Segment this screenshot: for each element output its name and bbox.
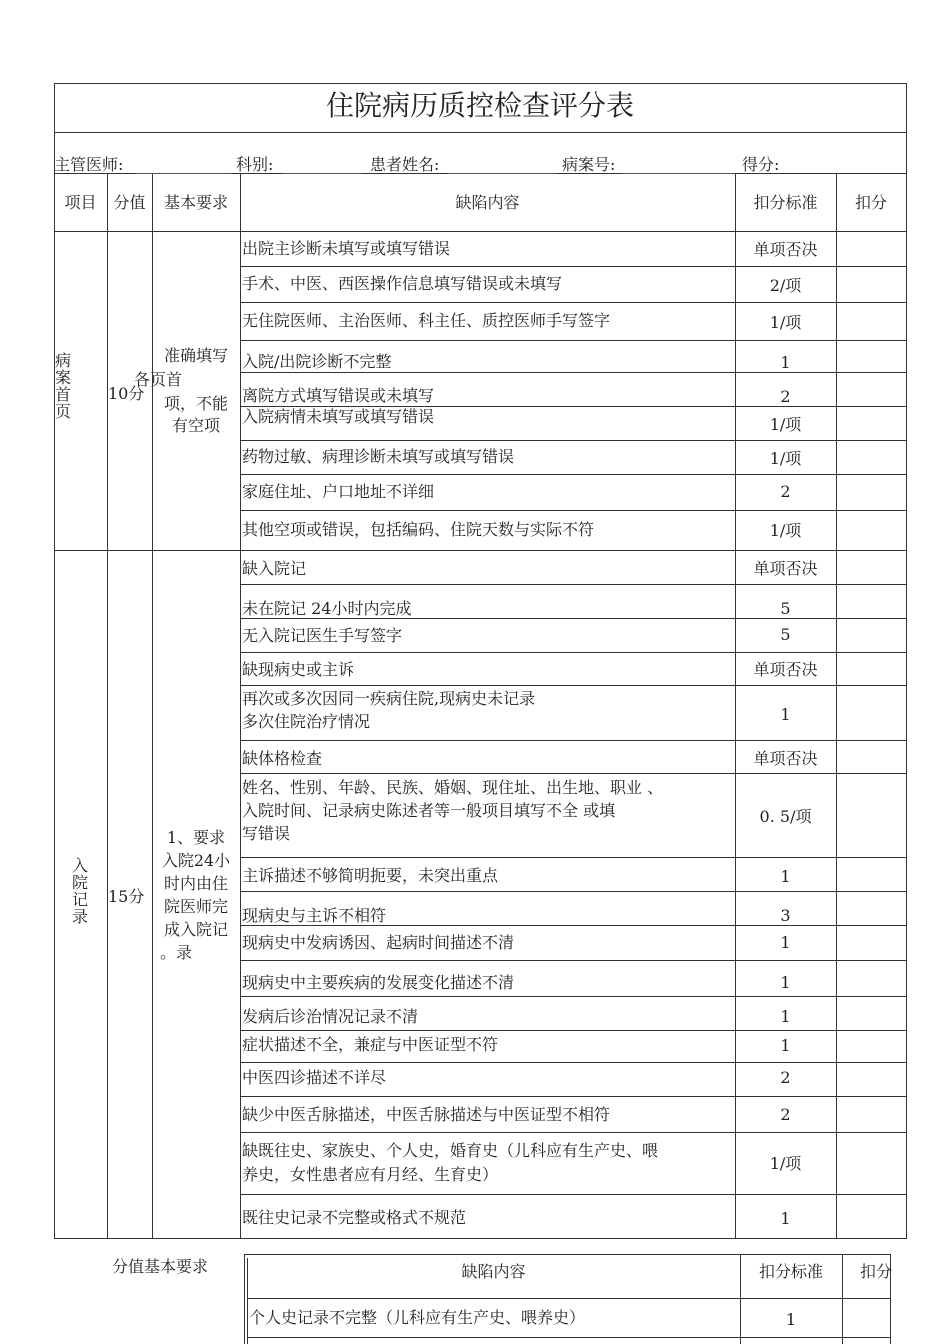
row-divider <box>240 652 906 653</box>
row-divider <box>240 440 906 441</box>
divider <box>247 1298 890 1299</box>
page2-header-standard: 扣分标准 <box>758 1262 823 1281</box>
deduct-standard: 1 <box>780 1007 791 1026</box>
defect-text: 药物过敏、病理诊断未填写或填写错误 <box>242 447 515 466</box>
header-basic: 基本要求 <box>163 193 228 212</box>
defect-text: 写错误 <box>242 824 291 843</box>
defect-text: 缺体格检查 <box>242 749 323 768</box>
deduct-standard: 5 <box>780 599 791 618</box>
deduct-standard: 5 <box>780 625 791 644</box>
deduct-standard: 1 <box>780 933 791 952</box>
defect-text: 入院时间、记录病史陈述者等一般项目填写不全 或填 <box>242 801 616 820</box>
defect-text: 缺少中医舌脉描述，中医舌脉描述与中医证型不相符 <box>242 1105 611 1124</box>
case-no-underline <box>622 173 734 174</box>
page-title: 住院病历质控检查评分表 <box>325 89 634 122</box>
defect-text: 缺现病史或主诉 <box>242 660 355 679</box>
deduct-standard: 1/项 <box>769 313 802 332</box>
deduct-standard: 1 <box>780 867 791 886</box>
dept-label: 科别: <box>236 155 274 174</box>
defect-text: 多次住院治疗情况 <box>242 712 371 731</box>
defect-text: 现病史中主要疾病的发展变化描述不清 <box>242 973 515 992</box>
defect-text: 再次或多次因同一疾病住院,现病史未记录 <box>242 689 536 708</box>
doctor-underline <box>135 173 231 174</box>
divider <box>54 550 906 551</box>
defect-text: 现病史与主诉不相符 <box>242 906 387 925</box>
row-divider <box>240 266 906 267</box>
defect-text: 手术、中医、西医操作信息填写错误或未填写 <box>242 274 563 293</box>
divider <box>244 1254 245 1344</box>
defect-text: 养史，女性患者应有月经、生育史） <box>242 1165 499 1184</box>
deduct-standard: 3 <box>780 906 791 925</box>
divider <box>842 1254 843 1344</box>
page2-points-basic: 分值基本要求 <box>112 1257 209 1276</box>
section2-points: 15分 <box>108 887 145 906</box>
section2-req: 时内由住 <box>163 874 228 893</box>
deduct-standard: 1 <box>780 353 791 372</box>
defect-text: 中医四诊描述不详尽 <box>242 1068 387 1087</box>
deduct-standard: 1/项 <box>769 1154 802 1173</box>
divider <box>906 83 907 1239</box>
section1-req: 有空项 <box>171 416 220 435</box>
deduct-standard: 1/项 <box>769 521 802 540</box>
divider <box>240 173 241 1239</box>
section1-req: 项，不能 <box>163 394 228 413</box>
divider <box>152 173 153 1239</box>
header-item: 项目 <box>64 193 97 212</box>
defect-text: 个人史记录不完整（儿科应有生产史、喂养史） <box>249 1308 586 1327</box>
deduct-standard: 1 <box>780 1209 791 1228</box>
divider <box>54 132 906 133</box>
defect-text: 姓名、性别、年龄、民族、婚姻、现住址、出生地、职业 、 <box>242 778 664 797</box>
defect-text: 缺既往史、家族史、个人史，婚育史（儿科应有生产史、喂 <box>242 1141 659 1160</box>
divider <box>107 173 108 1239</box>
deduct-standard: 1/项 <box>769 415 802 434</box>
deduct-standard: 单项否决 <box>753 660 818 679</box>
row-divider <box>240 510 906 511</box>
deduct-standard: 2 <box>780 482 791 501</box>
deduct-standard: 2/项 <box>769 276 802 295</box>
divider <box>244 1254 890 1255</box>
row-divider <box>240 857 906 858</box>
defect-text: 主诉描述不够简明扼要，未突出重点 <box>242 866 499 885</box>
deduct-standard: 1/项 <box>769 449 802 468</box>
deduct-standard: 1 <box>785 1310 797 1329</box>
row-divider <box>240 960 906 961</box>
patient-label: 患者姓名: <box>370 155 440 174</box>
divider <box>836 173 837 1239</box>
section2-req: 1、要求 <box>166 828 226 847</box>
defect-text: 缺入院记 <box>242 559 307 578</box>
defect-text: 入院/出院诊断不完整 <box>242 352 392 371</box>
deduct-standard: 1 <box>780 1036 791 1055</box>
section1-req: 各页首 <box>134 370 183 389</box>
deduct-standard: 1 <box>780 973 791 992</box>
defect-text: 现病史中发病诱因、起病时间描述不清 <box>242 933 515 952</box>
deduct-standard: 单项否决 <box>753 559 818 578</box>
header-standard: 扣分标准 <box>753 193 818 212</box>
defect-text: 家庭住址、户口地址不详细 <box>242 482 435 501</box>
defect-text: 入院病情未填写或填写错误 <box>242 407 435 426</box>
case-no-label: 病案号: <box>562 155 616 174</box>
row-divider <box>240 773 906 774</box>
patient-underline <box>448 173 556 174</box>
deduct-standard: 2 <box>780 1105 791 1124</box>
row-divider <box>240 891 906 892</box>
defect-text: 未在院记 24小时内完成 <box>242 599 412 618</box>
divider <box>247 1337 890 1338</box>
defect-text: 症状描述不全，兼症与中医证型不符 <box>242 1035 499 1054</box>
page2-header-defect: 缺陷内容 <box>461 1262 526 1281</box>
defect-text: 无入院记医生手写签字 <box>242 626 403 645</box>
row-divider <box>240 1132 906 1133</box>
defect-text: 发病后诊治情况记录不清 <box>242 1007 419 1026</box>
row-divider <box>240 1030 906 1031</box>
header-defect: 缺陷内容 <box>455 193 520 212</box>
defect-text: 无住院医师、主治医师、科主任、质控医师手写签字 <box>242 311 611 330</box>
defect-text: 其他空项或错误，包括编码、住院天数与实际不符 <box>242 520 595 539</box>
row-divider <box>240 584 906 585</box>
defect-text: 出院主诊断未填写或填写错误 <box>242 239 451 258</box>
row-divider <box>240 996 906 997</box>
score-label: 得分: <box>742 155 780 174</box>
section2-req: 院医师完 <box>163 897 228 916</box>
row-divider <box>240 474 906 475</box>
section2-name: 入院记录 <box>72 856 89 926</box>
page2-header-deduct: 扣分 <box>860 1262 893 1281</box>
dept-underline <box>282 173 362 174</box>
row-divider <box>240 740 906 741</box>
divider <box>54 231 906 232</box>
header-deduct: 扣分 <box>854 193 887 212</box>
deduct-standard: 0. 5/项 <box>759 807 812 826</box>
deduct-standard: 2 <box>780 1068 791 1087</box>
row-divider <box>240 1194 906 1195</box>
section1-req: 准确填写 <box>163 346 228 365</box>
defect-text: 既往史记录不完整或格式不规范 <box>242 1208 467 1227</box>
section1-points: 10分 <box>108 384 145 403</box>
deduct-standard: 1 <box>780 705 791 724</box>
row-divider <box>240 1096 906 1097</box>
deduct-standard: 2 <box>780 387 791 406</box>
row-divider <box>240 1062 906 1063</box>
row-divider <box>240 340 906 341</box>
defect-text: 离院方式填写错误或未填写 <box>242 386 435 405</box>
deduct-standard: 单项否决 <box>753 240 818 259</box>
section2-req: 成入院记 <box>163 920 228 939</box>
section2-req: 。录 <box>160 943 193 962</box>
row-divider <box>240 302 906 303</box>
header-points: 分值 <box>113 193 146 212</box>
row-divider <box>240 685 906 686</box>
doctor-label: 主管医师: <box>54 155 124 174</box>
section1-name: 病案首页 <box>55 351 72 421</box>
deduct-standard: 单项否决 <box>753 749 818 768</box>
section2-req: 入院24小 <box>161 851 231 870</box>
